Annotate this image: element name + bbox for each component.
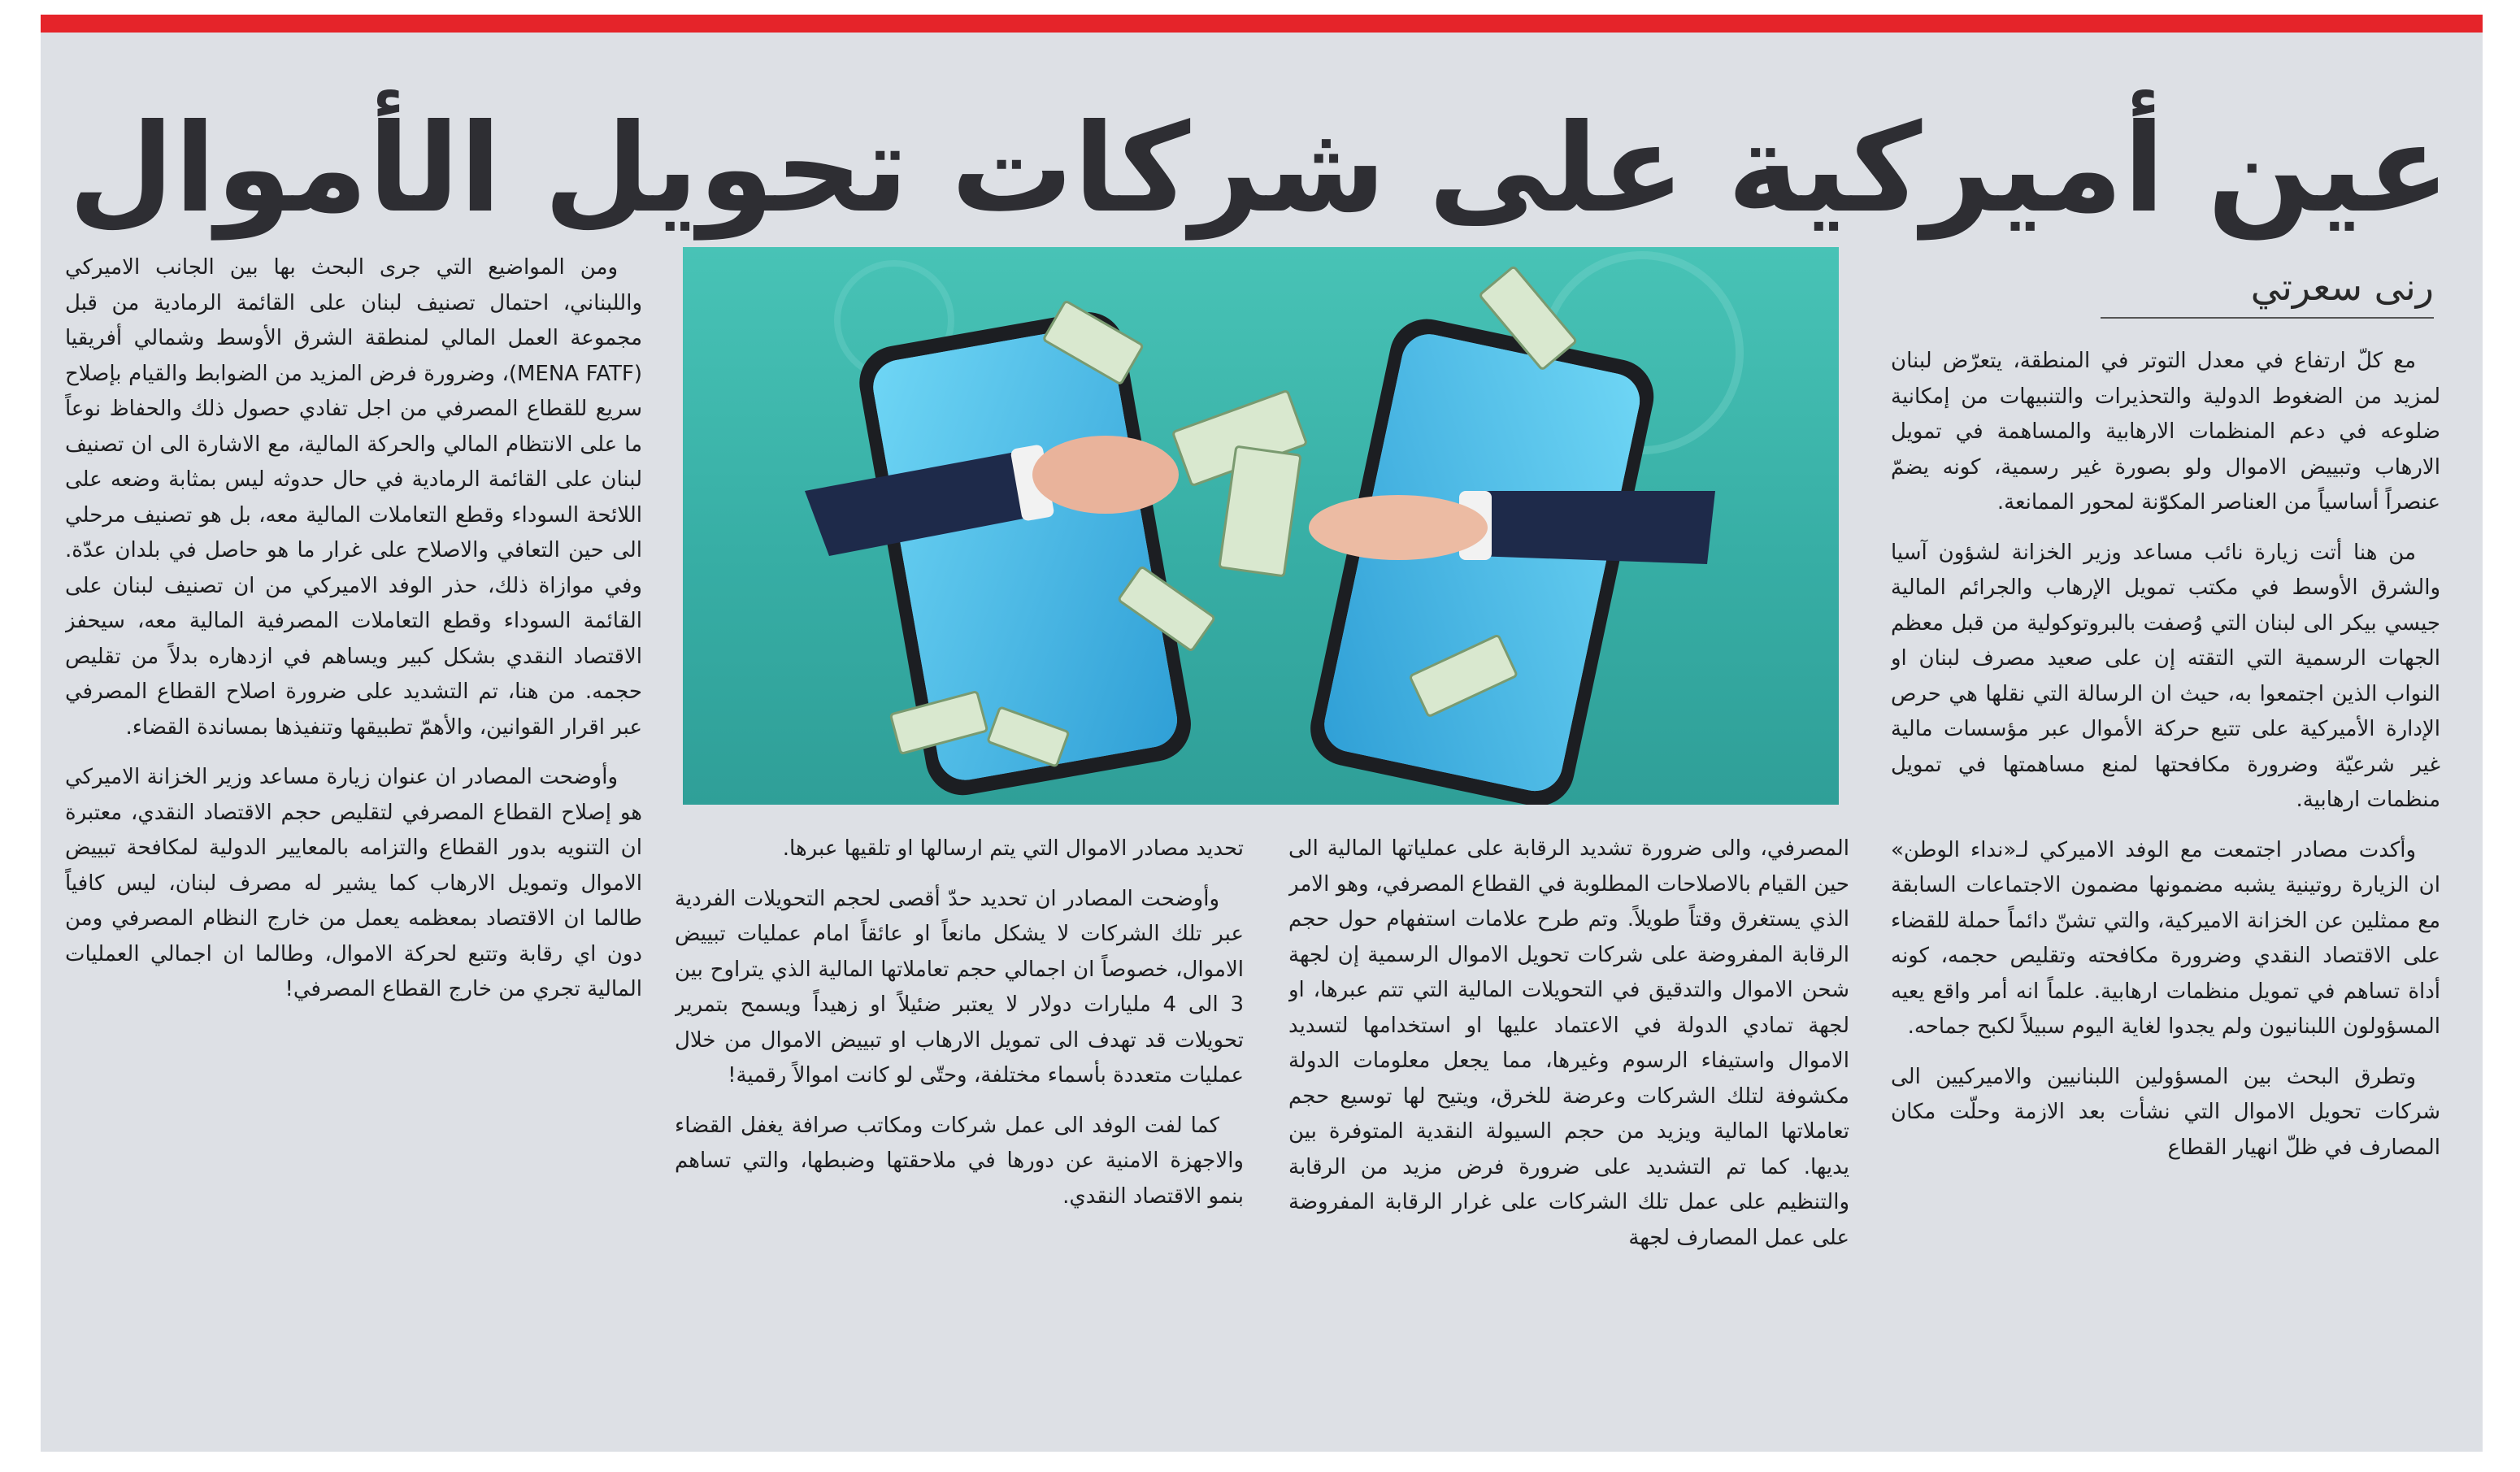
newspaper-page — [41, 15, 2483, 1452]
smartphones-cash-icon — [683, 247, 1839, 805]
byline-rule — [2101, 317, 2434, 319]
paragraph: وأكدت مصادر اجتمعت مع الوفد الاميركي لـ«نداء الوطن» ان الزيارة روتينية يشبه مضمونها مضمون الاجتماعات السابقة مع ممثلين عن الخزانة الاميركية، والتي تشنّ دائماً حملة للقضاء على الاقتصاد النقدي وضرورة مكافحته وتقليص حجمه، كونه أداة تساهم في تمويل منظمات ارهابية. علماً انه أمر واقع يعيه المسؤولون اللبنانيون ولم يجدوا لغاية اليوم سبيلاً لكبح جماحه. — [1891, 837, 2440, 1039]
article-column-center-left — [675, 832, 1244, 1433]
paragraph: وتطرق البحث بين المسؤولين اللبنانيين والاميركيين الى شركات تحويل الاموال التي نشأت بعد الازمة وحلّت مكان المصارف في ظلّ انهيار القطاع — [1891, 1064, 2440, 1160]
article-column-right — [1891, 344, 2440, 1433]
article-photo — [683, 247, 1839, 805]
byline: رنى سعرتي — [2250, 265, 2434, 309]
paragraph: تحديد مصادر الاموال التي يتم ارسالها او تلقيها عبرها. — [782, 836, 1244, 861]
article-column-left — [65, 250, 642, 1433]
paragraph: كما لفت الوفد الى عمل شركات ومكاتب صرافة يغفل القضاء والاجهزة الامنية عن دورها في ملاحقتها وضبطها، والتي تساهم بنمو الاقتصاد النقدي. — [675, 1113, 1244, 1209]
article-column-center-right — [1288, 832, 1849, 1433]
paragraph: وأوضحت المصادر ان تحديد حدّ أقصى لحجم التحويلات الفردية عبر تلك الشركات لا يشكل مانعاً او عائقاً امام عمليات تبييض الاموال، خصوصاً ان اجمالي حجم تعاملاتها المالية الذي يتراوح بين 3 الى 4 مليارات دولار لا يعتبر ضئيلاً او زهيداً ويسمح بتمرير تحويلات قد تهدف الى تمويل الارهاب او تبييض الاموال من خلال عمليات متعددة بأسماء مختلفة، وحتّى لو كانت اموالاً رقمية! — [675, 886, 1244, 1088]
paragraph: مع كلّ ارتفاع في معدل التوتر في المنطقة، يتعرّض لبنان لمزيد من الضغوط الدولية والتحذيرات والتنبيهات من إمكانية ضلوعه في دعم المنظمات الارهابية والمساهمة في تمويل الارهاب وتبييض الاموال ولو بصورة غير رسمية، كونه يضمّ عنصراً أساسياً من العناصر المكوّنة لمحور الممانعة. — [1891, 349, 2440, 515]
top-accent-bar — [41, 15, 2483, 33]
paragraph: المصرفي، والى ضرورة تشديد الرقابة على عملياتها المالية الى حين القيام بالاصلاحات المطلوبة في القطاع المصرفي، وهو الامر الذي يستغرق وقتاً طويلاً. وتم طرح علامات استفهام حول حجم الرقابة المفروضة على شركات تحويل الاموال الرسمية إن لجهة شحن الاموال والتدقيق في التحويلات المالية التي تتم عبرها، او لجهة تمادي الدولة في الاعتماد عليها او استخدامها لتسديد الاموال واستيفاء الرسوم وغيرها، مما يجعل معلومات الدولة مكشوفة لتلك الشركات وعرضة للخرق، ويتيح لها توسيع حجم تعاملاتها المالية ويزيد من حجم السيولة النقدية المتوفرة بين يديها. كما تم التشديد على ضرورة فرض مزيد من الرقابة والتنظيم على عمل تلك الشركات على غرار الرقابة المفروضة على عمل المصارف لجهة — [1288, 836, 1849, 1250]
paragraph: من هنا أتت زيارة نائب مساعد وزير الخزانة لشؤون آسيا والشرق الأوسط في مكتب تمويل الإرهاب والجرائم المالية جيسي بيكر الى لبنان التي وُصفت بالبروتوكولية من قبل معظم الجهات الرسمية التي التقته إن على صعيد مصرف لبنان او النواب الذين اجتمعوا به، حيث ان الرسالة التي نقلها هي حرص الإدارة الأميركية على تتبع حركة الأموال عبر مؤسسات مالية غير شرعيّة وضرورة مكافحتها لمنع مساهمتها في تمويل منظمات ارهابية. — [1891, 540, 2440, 812]
headline: عين أميركية على شركات تحويل الأموال — [68, 98, 2450, 240]
paragraph: ومن المواضيع التي جرى البحث بها بين الجانب الاميركي واللبناني، احتمال تصنيف لبنان على القائمة الرمادية من قبل مجموعة العمل المالي لمنطقة الشرق الأوسط وشمالي أفريقيا (MENA FATF)، وضرورة فرض المزيد من الضوابط والقيام بإصلاح سريع للقطاع المصرفي من اجل تفادي حصول ذلك والحفاظ نوعاً ما على الانتظام المالي والحركة المالية، مع الاشارة الى ان تصنيف لبنان على القائمة الرمادية في حال حدوثه ليس بمثابة وضعه على اللائحة السوداء وقطع التعاملات المالية معه، بل هو تصنيف مرحلي الى حين التعافي والاصلاح على غرار ما هو حاصل في بلدان عدّة. وفي موازاة ذلك، حذر الوفد الاميركي من ان تصنيف لبنان على القائمة السوداء وقطع التعاملات المصرفية المالية معه، سيحفز الاقتصاد النقدي بشكل كبير ويساهم في ازدهاره بدلاً من تقليص حجمه. من هنا، تم التشديد على ضرورة اصلاح القطاع المصرفي عبر اقرار القوانين، والأهمّ تطبيقها وتنفيذها بمساندة القضاء. — [65, 255, 642, 740]
paragraph: وأوضحت المصادر ان عنوان زيارة مساعد وزير الخزانة الاميركي هو إصلاح القطاع المصرفي لتقليص حجم الاقتصاد النقدي، معتبرة ان التنويه بدور القطاع والتزامه بالمعايير الدولية لمكافحة تبييض الاموال وتمويل الارهاب كما يشير له مصرف لبنان، ليس كافياً طالما ان الاقتصاد بمعظمه يعمل من خارج النظام المصرفي ومن دون اي رقابة وتتبع لحركة الاموال، وطالما ان اجمالي العمليات المالية تجري من خارج القطاع المصرفي! — [65, 765, 642, 1001]
